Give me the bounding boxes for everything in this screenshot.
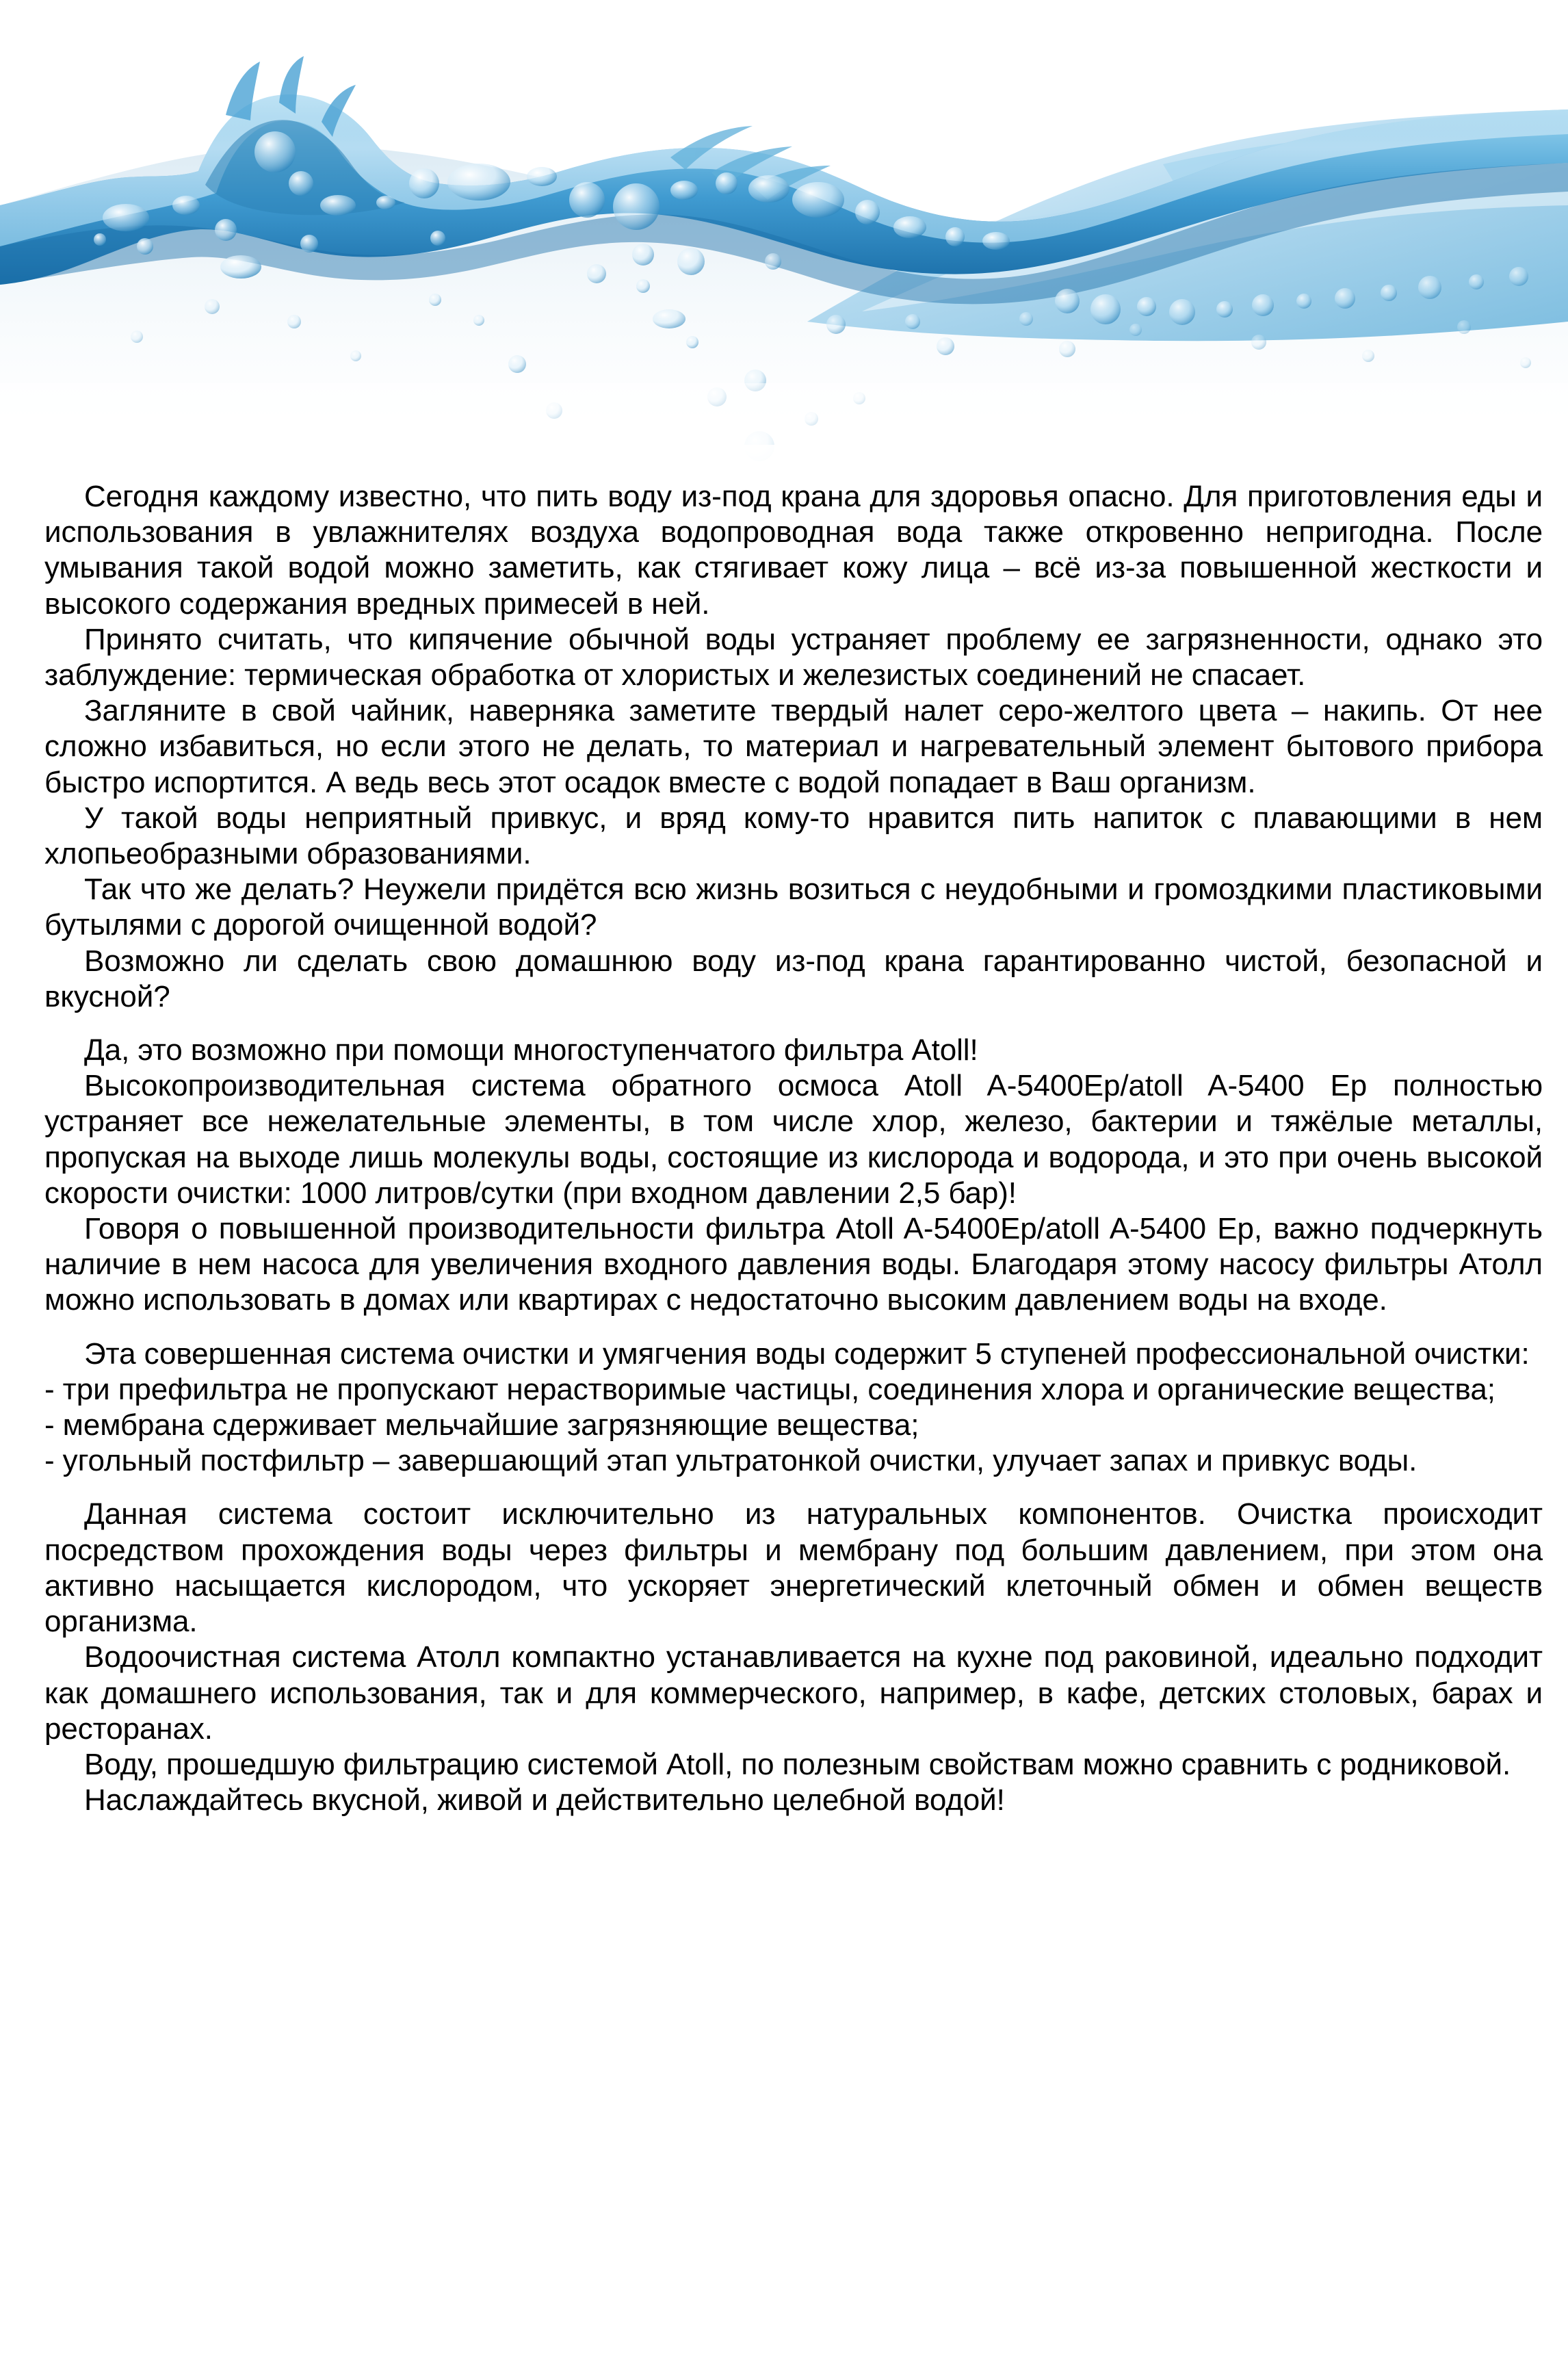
paragraph-7: Да, это возможно при помощи многоступенчатого фильтра Atoll! [84,1033,978,1068]
water-splash-banner [0,0,1568,479]
list-item-membrane: - мембрана сдерживает мельчайшие загрязняющие вещества; [44,1408,919,1443]
paragraph-10: Эта совершенная система очистки и умягчения воды содержит 5 ступеней профессиональной очистки: [84,1336,1530,1371]
article-body [0,479,1568,1818]
paragraph-14: Наслаждайтесь вкусной, живой и действительно целебной водой! [84,1783,1005,1818]
paragraph-6: Возможно ли сделать свою домашнюю воду из-под крана гарантированно чистой, безопасной и вкусной? [44,944,1543,1013]
water-splash-illustration [0,0,1568,479]
paragraph-4: У такой воды неприятный привкус, и вряд кому-то нравится пить напиток с плавающими в нем хлопьеобразными образованиями. [44,801,1543,871]
paragraph-5: Так что же делать? Неужели придётся всю жизнь возиться с неудобными и громоздкими пластиковыми бутылями с дорогой очищенной водой? [44,872,1543,942]
paragraph-spacer-3 [44,1479,1543,1497]
paragraph-2: Принято считать, что кипячение обычной воды устраняет проблему ее загрязненности, однако это заблуждение: термическая обработка от хлористых и железистых соединений не спасает. [44,622,1543,693]
paragraph-spacer-1 [44,1015,1543,1033]
paragraph-11: Данная система состоит исключительно из натуральных компонентов. Очистка происходит посредством прохождения воды через фильтры и мембрану под большим давлением, при этом она активно насыщается кислородом, что ускоряет энергетический клеточный обмен и обмен веществ организма. [44,1497,1543,1639]
paragraph-3: Загляните в свой чайник, наверняка заметите твердый налет серо-желтого цвета – накипь. От нее сложно избавиться, но если этого не делать, то материал и нагревательный элемент бытового прибора быстро испортится. А ведь весь этот осадок вместе с водой попадает в Ваш организм. [44,694,1543,799]
paragraph-9: Говоря о повышенной производительности фильтра Atoll A-5400Ep/atoll A-5400 Ep, важно подчеркнуть наличие в нем насоса для увеличения входного давления воды. Благодаря этому насосу фильтры Атолл можно использовать в домах или квартирах с недостаточно высоким давлением воды на входе. [44,1212,1543,1317]
paragraph-8: Высокопроизводительная система обратного осмоса Atoll A-5400Ep/atoll A-5400 Ep полностью устраняет все нежелательные элементы, в том числе хлор, железо, бактерии и тяжёлые металлы, пропуская на выходе лишь молекулы воды, состоящие из кислорода и водорода, и это при очень высокой скорости очистки: 1000 литров/сутки (при входном давлении 2,5 бар)! [44,1069,1543,1210]
paragraph-spacer-2 [44,1319,1543,1336]
list-item-prefilters: - три префильтра не пропускают нерастворимые частицы, соединения хлора и органические вещества; [44,1372,1495,1406]
paragraph-12: Водоочистная система Атолл компактно устанавливается на кухне под раковиной, идеально подходит как домашнего использования, так и для коммерческого, например, в кафе, детских столовых, барах и ресторанах. [44,1640,1543,1746]
paragraph-1: Сегодня каждому известно, что пить воду из-под крана для здоровья опасно. Для приготовления еды и использования в увлажнителях воздуха водопроводная вода также откровенно непригодна. После умывания такой водой можно заметить, как стягивает кожу лица – всё из-за повышенной жесткости и высокого содержания вредных примесей в ней. [44,480,1543,621]
paragraph-13: Воду, прошедшую фильтрацию системой Atoll, по полезным свойствам можно сравнить с родниковой. [84,1747,1511,1781]
list-item-postfilter: - угольный постфильтр – завершающий этап ультратонкой очистки, улучает запах и привкус воды. [44,1444,1417,1478]
